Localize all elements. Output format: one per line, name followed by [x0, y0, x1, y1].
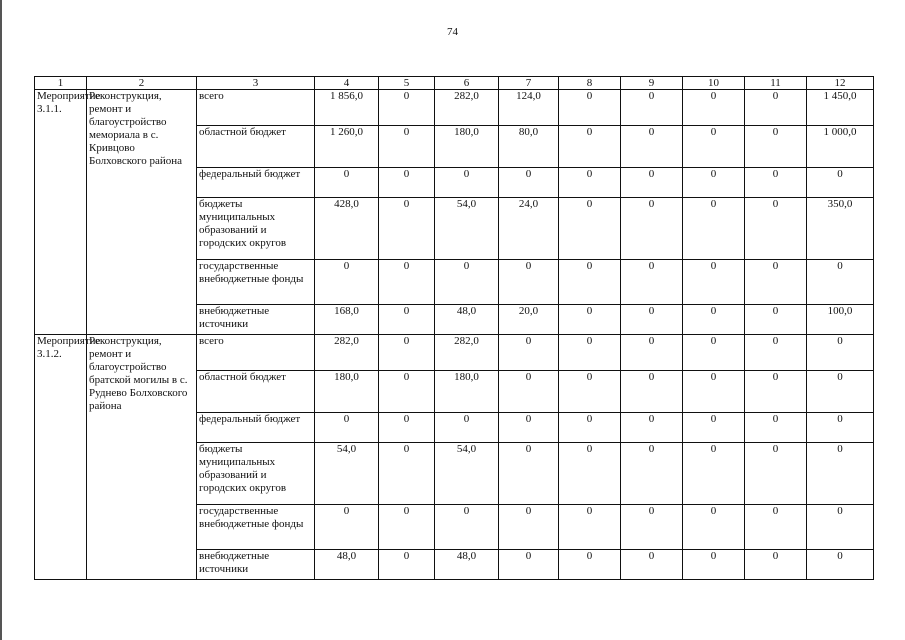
amount-cell: 1 260,0 [315, 126, 379, 168]
amount-cell: 0 [683, 550, 745, 580]
funding-source: внебюджетные источники [197, 305, 315, 335]
funding-source: федеральный бюджет [197, 168, 315, 198]
amount-cell: 0 [559, 371, 621, 413]
amount-cell: 0 [379, 335, 435, 371]
amount-cell: 282,0 [435, 90, 499, 126]
amount-cell: 0 [559, 126, 621, 168]
amount-cell: 0 [807, 371, 874, 413]
amount-cell: 0 [621, 505, 683, 550]
amount-cell: 48,0 [435, 305, 499, 335]
amount-cell: 0 [621, 168, 683, 198]
amount-cell: 0 [435, 413, 499, 443]
amount-cell: 0 [807, 168, 874, 198]
amount-cell: 0 [745, 335, 807, 371]
amount-cell: 1 000,0 [807, 126, 874, 168]
amount-cell: 0 [621, 198, 683, 260]
amount-cell: 0 [683, 413, 745, 443]
column-number-row [35, 77, 874, 90]
amount-cell: 0 [379, 413, 435, 443]
amount-cell: 180,0 [435, 126, 499, 168]
activity-id: Мероприятие 3.1.2. [35, 335, 87, 580]
amount-cell: 0 [621, 90, 683, 126]
amount-cell: 0 [807, 443, 874, 505]
amount-cell: 20,0 [499, 305, 559, 335]
column-header: 9 [621, 77, 683, 90]
amount-cell: 0 [683, 90, 745, 126]
amount-cell: 350,0 [807, 198, 874, 260]
amount-cell: 0 [683, 260, 745, 305]
activity-id: Мероприятие 3.1.1. [35, 90, 87, 335]
amount-cell: 48,0 [315, 550, 379, 580]
amount-cell: 0 [379, 505, 435, 550]
amount-cell: 168,0 [315, 305, 379, 335]
amount-cell: 0 [621, 371, 683, 413]
column-header: 12 [807, 77, 874, 90]
amount-cell: 0 [559, 443, 621, 505]
column-header: 3 [197, 77, 315, 90]
table-row [35, 90, 874, 126]
amount-cell: 0 [683, 126, 745, 168]
amount-cell: 0 [683, 371, 745, 413]
amount-cell: 0 [745, 443, 807, 505]
amount-cell: 0 [683, 505, 745, 550]
activity-name: Реконструкция, ремонт и благоустройство братской могилы в с. Руднево Болховского района [87, 335, 197, 580]
column-header: 6 [435, 77, 499, 90]
amount-cell: 0 [807, 413, 874, 443]
amount-cell: 1 450,0 [807, 90, 874, 126]
budget-table [34, 76, 874, 580]
amount-cell: 0 [379, 371, 435, 413]
funding-source: внебюджетные источники [197, 550, 315, 580]
table-row [35, 335, 874, 371]
amount-cell: 24,0 [499, 198, 559, 260]
amount-cell: 0 [499, 260, 559, 305]
amount-cell: 0 [745, 371, 807, 413]
column-header: 11 [745, 77, 807, 90]
column-header: 7 [499, 77, 559, 90]
page-number: 74 [447, 26, 458, 38]
amount-cell: 0 [807, 260, 874, 305]
funding-source: бюджеты муниципальных образований и городских округов [197, 443, 315, 505]
column-header: 4 [315, 77, 379, 90]
column-header: 10 [683, 77, 745, 90]
amount-cell: 0 [315, 413, 379, 443]
amount-cell: 0 [559, 335, 621, 371]
amount-cell: 0 [559, 505, 621, 550]
amount-cell: 0 [683, 198, 745, 260]
amount-cell: 0 [745, 550, 807, 580]
amount-cell: 0 [499, 443, 559, 505]
funding-source: государственные внебюджетные фонды [197, 260, 315, 305]
column-header: 8 [559, 77, 621, 90]
amount-cell: 0 [745, 198, 807, 260]
funding-source: федеральный бюджет [197, 413, 315, 443]
amount-cell: 0 [807, 550, 874, 580]
amount-cell: 124,0 [499, 90, 559, 126]
amount-cell: 54,0 [435, 443, 499, 505]
amount-cell: 0 [315, 260, 379, 305]
amount-cell: 180,0 [435, 371, 499, 413]
amount-cell: 0 [621, 126, 683, 168]
amount-cell: 0 [621, 335, 683, 371]
amount-cell: 80,0 [499, 126, 559, 168]
amount-cell: 0 [621, 550, 683, 580]
amount-cell: 0 [499, 335, 559, 371]
amount-cell: 282,0 [315, 335, 379, 371]
amount-cell: 0 [499, 505, 559, 550]
amount-cell: 0 [745, 126, 807, 168]
amount-cell: 0 [379, 305, 435, 335]
amount-cell: 0 [621, 413, 683, 443]
funding-source: государственные внебюджетные фонды [197, 505, 315, 550]
amount-cell: 0 [379, 198, 435, 260]
amount-cell: 0 [745, 260, 807, 305]
amount-cell: 180,0 [315, 371, 379, 413]
column-header: 5 [379, 77, 435, 90]
amount-cell: 0 [559, 168, 621, 198]
amount-cell: 0 [745, 505, 807, 550]
amount-cell: 0 [621, 443, 683, 505]
amount-cell: 0 [379, 168, 435, 198]
amount-cell: 0 [559, 198, 621, 260]
amount-cell: 0 [807, 505, 874, 550]
amount-cell: 0 [315, 168, 379, 198]
amount-cell: 54,0 [435, 198, 499, 260]
table-body [35, 90, 874, 580]
page-left-edge [0, 0, 2, 640]
amount-cell: 1 856,0 [315, 90, 379, 126]
funding-source: всего [197, 90, 315, 126]
amount-cell: 0 [559, 413, 621, 443]
amount-cell: 0 [621, 260, 683, 305]
funding-source: областной бюджет [197, 126, 315, 168]
amount-cell: 0 [559, 550, 621, 580]
amount-cell: 0 [379, 260, 435, 305]
amount-cell: 0 [379, 90, 435, 126]
amount-cell: 282,0 [435, 335, 499, 371]
amount-cell: 0 [499, 413, 559, 443]
amount-cell: 48,0 [435, 550, 499, 580]
amount-cell: 0 [683, 335, 745, 371]
amount-cell: 100,0 [807, 305, 874, 335]
amount-cell: 0 [499, 371, 559, 413]
amount-cell: 0 [683, 305, 745, 335]
amount-cell: 0 [559, 305, 621, 335]
amount-cell: 0 [745, 168, 807, 198]
column-header: 2 [87, 77, 197, 90]
amount-cell: 0 [499, 168, 559, 198]
amount-cell: 0 [807, 335, 874, 371]
amount-cell: 0 [435, 168, 499, 198]
funding-source: бюджеты муниципальных образований и городских округов [197, 198, 315, 260]
amount-cell: 0 [745, 413, 807, 443]
funding-source: областной бюджет [197, 371, 315, 413]
amount-cell: 0 [559, 90, 621, 126]
amount-cell: 0 [379, 126, 435, 168]
amount-cell: 428,0 [315, 198, 379, 260]
column-header: 1 [35, 77, 87, 90]
amount-cell: 0 [435, 260, 499, 305]
amount-cell: 0 [621, 305, 683, 335]
amount-cell: 0 [435, 505, 499, 550]
amount-cell: 0 [379, 550, 435, 580]
amount-cell: 0 [499, 550, 559, 580]
amount-cell: 0 [559, 260, 621, 305]
amount-cell: 0 [379, 443, 435, 505]
amount-cell: 0 [315, 505, 379, 550]
amount-cell: 54,0 [315, 443, 379, 505]
amount-cell: 0 [683, 443, 745, 505]
amount-cell: 0 [745, 305, 807, 335]
amount-cell: 0 [745, 90, 807, 126]
funding-source: всего [197, 335, 315, 371]
amount-cell: 0 [683, 168, 745, 198]
activity-name: Реконструкция, ремонт и благоустройство мемориала в с. Кривцово Болховского района [87, 90, 197, 335]
